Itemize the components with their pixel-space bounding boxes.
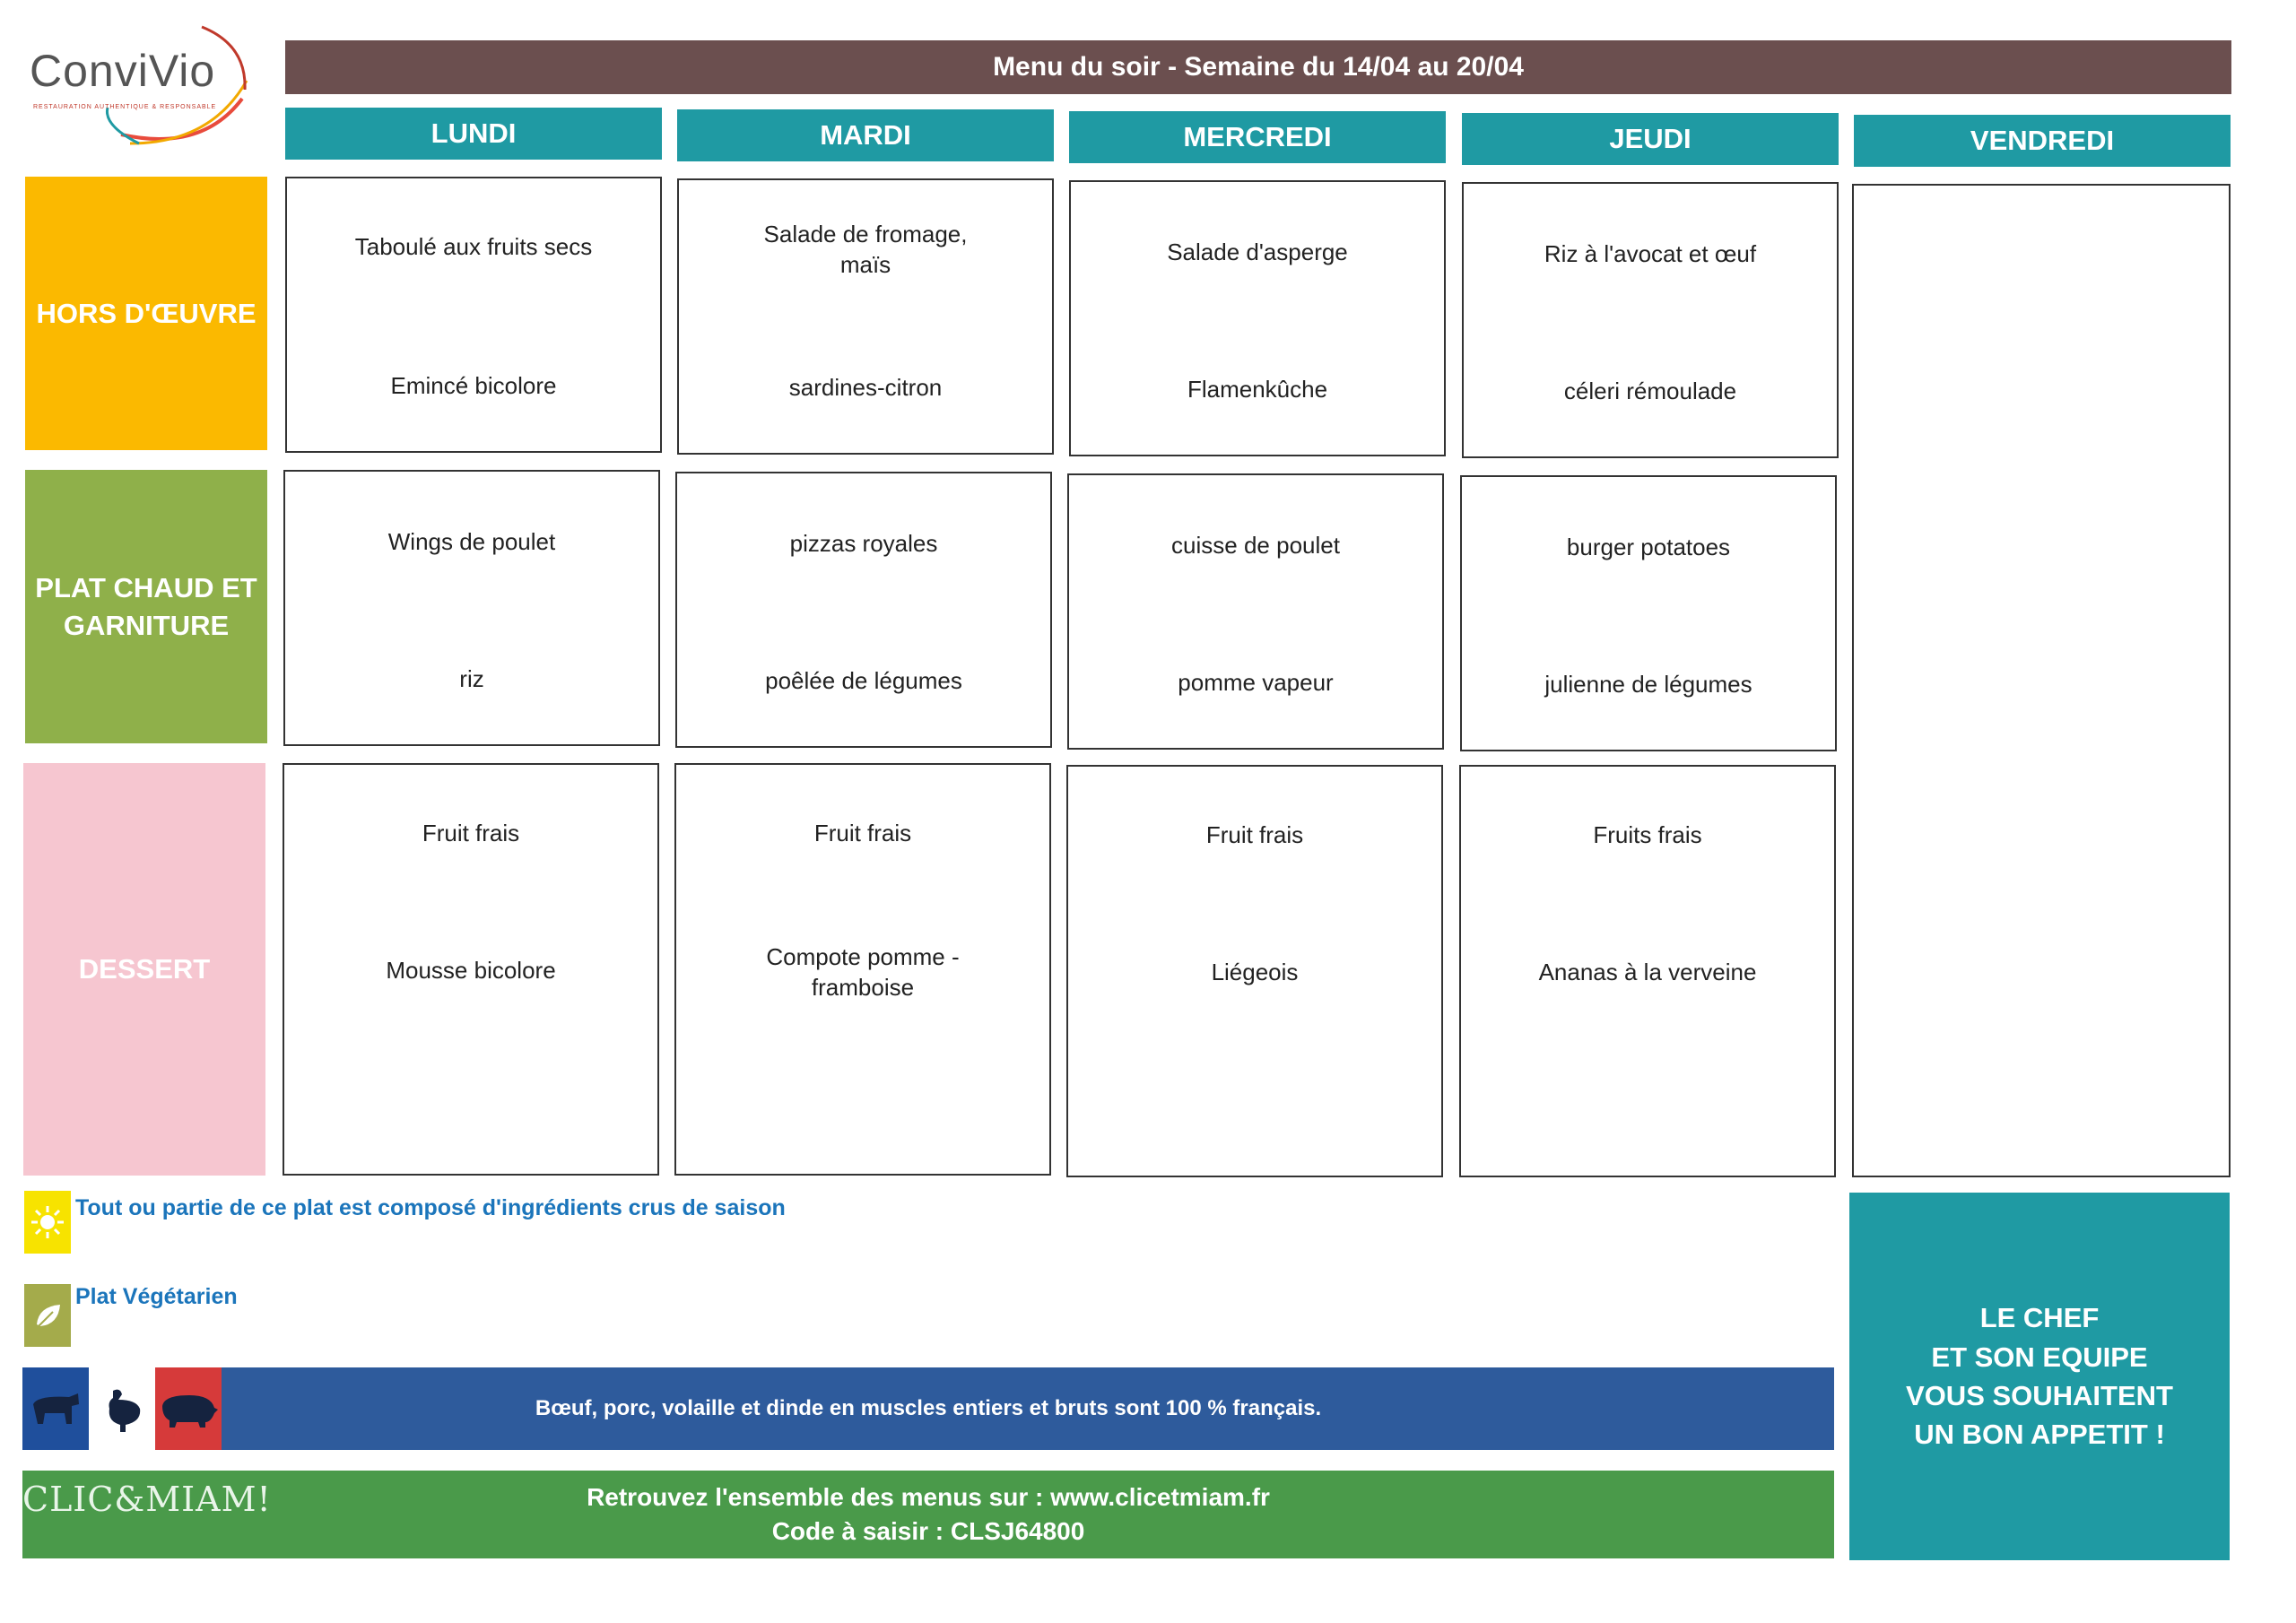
category-plat-chaud: PLAT CHAUD ET GARNITURE xyxy=(25,470,267,743)
menu-item: Fruits frais xyxy=(1593,821,1702,848)
menu-item: Salade d'asperge xyxy=(1167,239,1348,265)
menu-item: burger potatoes xyxy=(1566,534,1731,560)
menu-cell xyxy=(675,472,1052,748)
day-header-lundi: LUNDI xyxy=(285,108,662,160)
day-header-vendredi: VENDREDI xyxy=(1854,115,2231,167)
menu-item: Fruit frais xyxy=(1205,821,1304,848)
website-banner xyxy=(22,1471,1834,1558)
menu-item: Ananas à la verveine xyxy=(1538,959,1757,985)
category-dessert: DESSERT xyxy=(23,763,265,1176)
menu-cell xyxy=(1066,765,1443,1177)
code-line: Code à saisir : CLSJ64800 xyxy=(771,1517,1085,1545)
menu-item: pizzas royales xyxy=(789,530,938,557)
chef-line: VOUS SOUHAITENT xyxy=(1906,1380,2173,1411)
menu-item: céleri rémoulade xyxy=(1563,378,1737,404)
menu-item: riz xyxy=(459,665,484,692)
menu-cell xyxy=(1460,475,1837,751)
chef-message-box xyxy=(1849,1193,2230,1560)
menu-cell xyxy=(677,178,1054,455)
menu-item: Mousse bicolore xyxy=(386,957,556,984)
chicken-icon xyxy=(89,1367,155,1450)
day-header-mercredi: MERCREDI xyxy=(1069,111,1446,163)
logo-tagline: RESTAURATION AUTHENTIQUE & RESPONSABLE xyxy=(33,104,217,110)
menu-item: Fruit frais xyxy=(813,820,912,846)
convivio-logo xyxy=(22,18,256,152)
menu-item: Flamenkûche xyxy=(1187,376,1328,403)
menu-item: poêlée de légumes xyxy=(765,667,962,694)
menu-item: julienne de légumes xyxy=(1544,671,1752,698)
legend-vegetarian-text: Plat Végétarien xyxy=(75,1284,238,1309)
menu-item: Taboulé aux fruits secs xyxy=(354,233,593,260)
menu-cell xyxy=(283,470,660,746)
menu-cell xyxy=(285,177,662,453)
menu-item: cuisse de poulet xyxy=(1171,532,1340,559)
category-hors-doeuvre: HORS D'ŒUVRE xyxy=(25,177,267,450)
legend-seasonal-text: Tout ou partie de ce plat est composé d'ingrédients crus de saison xyxy=(75,1195,786,1220)
menu-cell xyxy=(1067,473,1444,750)
clic-et-miam-logo: CLIC&MIAM! xyxy=(22,1480,272,1519)
menu-item: Wings de poulet xyxy=(387,528,556,555)
pig-icon xyxy=(155,1367,222,1450)
menu-cell xyxy=(1462,182,1839,458)
menu-cell xyxy=(283,763,659,1176)
menu-cell xyxy=(1459,765,1836,1177)
chef-line: UN BON APPETIT ! xyxy=(1914,1419,2165,1451)
menu-item: Riz à l'avocat et œuf xyxy=(1544,240,1757,267)
menu-item: Liégeois xyxy=(1211,959,1299,985)
origin-banner xyxy=(22,1367,1834,1450)
day-header-jeudi: JEUDI xyxy=(1462,113,1839,165)
menu-cell xyxy=(674,763,1051,1176)
chef-line: ET SON EQUIPE xyxy=(1931,1341,2148,1373)
menu-item: Salade de fromage, maïs xyxy=(763,221,968,278)
vegetarian-leaf-icon xyxy=(24,1284,71,1347)
logo-name: ConviVio xyxy=(30,46,216,96)
website-line: Retrouvez l'ensemble des menus sur : www.clicetmiam.fr xyxy=(587,1483,1270,1512)
origin-text: Bœuf, porc, volaille et dinde en muscles entiers et bruts sont 100 % français. xyxy=(535,1396,1322,1420)
menu-item: pomme vapeur xyxy=(1178,669,1334,696)
menu-cell xyxy=(1069,180,1446,456)
menu-item: Emincé bicolore xyxy=(390,372,557,399)
sun-icon xyxy=(24,1191,71,1254)
menu-item: sardines-citron xyxy=(788,374,943,401)
menu-title: Menu du soir - Semaine du 14/04 au 20/04 xyxy=(285,40,2231,94)
day-header-mardi: MARDI xyxy=(677,109,1054,161)
chef-line: LE CHEF xyxy=(1979,1302,2100,1334)
cow-icon xyxy=(22,1367,89,1450)
menu-cell-vendredi-empty xyxy=(1852,184,2231,1177)
menu-item: Fruit frais xyxy=(422,820,520,846)
origin-flag-icons xyxy=(22,1367,222,1450)
menu-item: Compote pomme - framboise xyxy=(766,943,960,1001)
